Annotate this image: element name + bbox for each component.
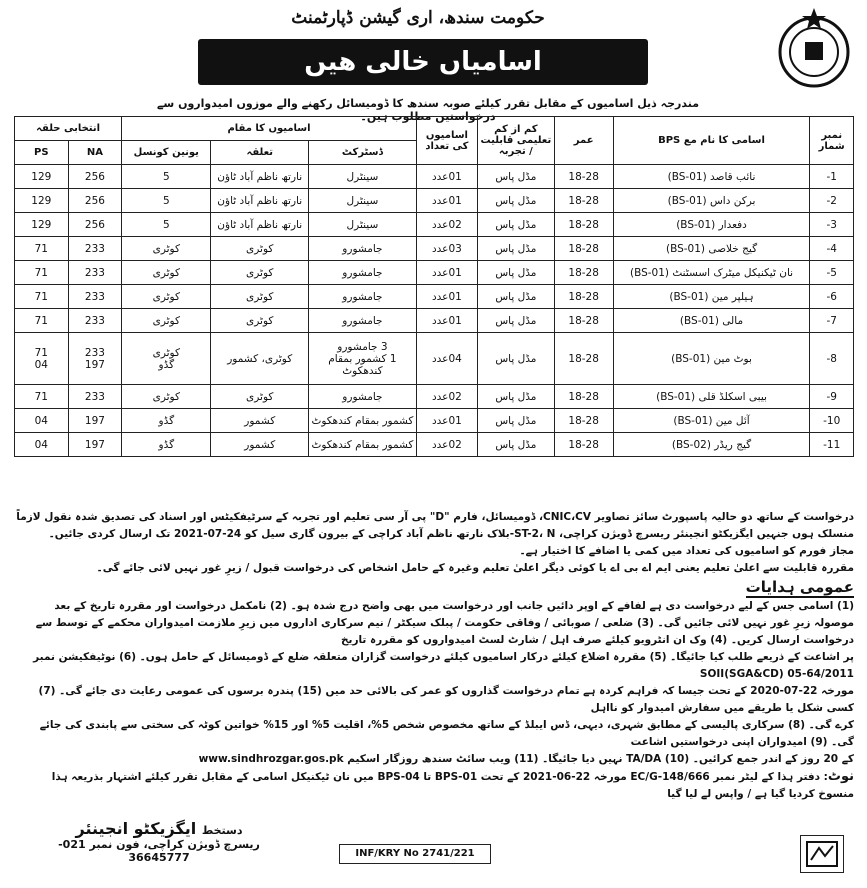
- table-row: 71 233 کوٹری کوٹری جامشورو 01عدد مڈل پاس 18-28 ہیلپر مین (BS-01) -6: [15, 285, 854, 309]
- instruction-line: کے 20 روز کے اندر جمع کرائیں۔ (10) TA/DA نہیں دیا جائیگا۔ (11) ویب سائٹ سندھ روزگار اسکیم www.sindhrozgar.gos.pk: [198, 753, 854, 765]
- note-label: نوٹ: [827, 769, 854, 784]
- instruction-line: (1) اسامی جس کے لیے درخواست دی ہے لفافے کے اوپر دائیں جانب اور درخواست میں بھی واضح درج شدہ ہو۔ (2) نامکمل درخواست اور مقررہ تاریخ کے بعد موصولہ زیرِ غور نہیں لائی جائیں گی۔ (3) ضلعی / صوبائی / وفاقی حکومت / پبلک سیکٹر / نیم سرکاری اداروں میں زیرِ ملازمت امیدواران محکمے کے توسط سے درخواست ارسال کریں۔ (4) وک ان انٹرویو کیلئے صرف اہل / شارٹ لسٹ امیدواروں کو مقررہ تاریخ: [35, 600, 854, 646]
- note-paragraph: مجاز فورم کو اسامیوں کی تعداد میں کمی یا اضافے کا اختیار ہے۔: [519, 545, 854, 557]
- instruction-line: کرے گی۔ (8) سرکاری پالیسی کے مطابق شہری، دیہی، ڈس ایبلڈ کے ساتھ مخصوص شخص 5%، اقلیت 5% اور 15% خواتین کوٹہ کی سختی سے پابندی کی جائے گی۔ (9) امیدواران اپنی درخواستیں اشاعت: [39, 719, 854, 748]
- cancellation-note: نوٹ: دفتر ہذا کے لیٹر نمبر EC/G-148/666 مورخہ 22-06-2021 کے تحت BPS-01 تا BPS-04 میں نان ٹیکنیکل اسامی کے مقابل تقرر کیلئے اشتہار بذریعہ ہذا منسوخ کردیا گیا ہے / واپس لے لیا گیا: [51, 769, 854, 800]
- table-row: 71 04 233 197 کوٹری گڈو کوٹری، کشمور 3 جامشورو 1 کشمور بمقام کندھکوٹ 04عدد مڈل پاس 18-28 بوٹ مین (BS-01) -8: [15, 333, 854, 385]
- post-header: اسامی کا نام مع BPS: [613, 117, 810, 165]
- advertisement-page: [8, 4, 859, 884]
- note-paragraph: درخواست کے ساتھ دو حالیہ پاسپورٹ سائز تصاویر CNIC،CV، ڈومیسائل، فارم "D" پی آر سی تعلیم اور تجربہ کے سرٹیفکیٹس اور اسناد کی تصدیق شدہ نقول لازماً منسلک ہوں جنہیں ایگزیکٹو انجینئر ریسرچ ڈویژن کراچی، ST-2، N-بلاک نارتھ ناظم آباد کراچی کے بیرون گاری سیل کو 24-07-2021 تک ارسال کردی جائیں۔: [16, 511, 854, 540]
- table-row: 04 197 گڈو کشمور کشمور بمقام کندھکوٹ 01عدد مڈل پاس 18-28 آئل مین (BS-01) -10: [15, 409, 854, 433]
- table-row: 71 233 کوٹری کوٹری جامشورو 02عدد مڈل پاس 18-28 بیبی اسکلڈ قلی (BS-01) -9: [15, 385, 854, 409]
- department-title: حکومت سندھ، اری گیشن ڈپارٹمنٹ: [291, 8, 545, 28]
- reference-number: INF/KRY No 2741/221: [339, 844, 491, 864]
- table-row: 71 233 کوٹری کوٹری جامشورو 01عدد مڈل پاس 18-28 مالی (BS-01) -7: [15, 309, 854, 333]
- constituency-header: انتخابی حلقہ: [15, 117, 122, 141]
- general-instructions-heading: عمومی ہدایات: [745, 578, 854, 596]
- table-row: 129 256 5 نارتھ ناظم آباد ٹاؤن سینٹرل 01عدد مڈل پاس 18-28 برکن داس (BS-01) -2: [15, 189, 854, 213]
- age-header: عمر: [554, 117, 613, 165]
- table-row: 71 233 کوٹری کوٹری جامشورو 01عدد مڈل پاس 18-28 نان ٹیکنیکل میٹرک اسسٹنٹ (BS-01) -5: [15, 261, 854, 285]
- table-row: 04 197 گڈو کشمور کشمور بمقام کندھکوٹ 02عدد مڈل پاس 18-28 گیج ریڈر (BS-02) -11: [15, 433, 854, 457]
- sindh-government-seal-icon: [775, 6, 853, 90]
- serial-header: نمبر شمار: [810, 117, 854, 165]
- taluka-header: تعلقہ: [211, 141, 309, 165]
- notes-section: [14, 509, 854, 803]
- ps-header: PS: [15, 141, 69, 165]
- signed-label: دستخط: [201, 824, 243, 837]
- table-row: 129 256 5 نارتھ ناظم آباد ٹاؤن سینٹرل 01عدد مڈل پاس 18-28 نائب قاصد (BS-01) -1: [15, 165, 854, 189]
- count-header: اسامیوں کی تعداد: [416, 117, 477, 165]
- header: [8, 4, 859, 94]
- vacancy-table: [14, 116, 854, 457]
- qualification-header: کم از کم تعلیمی قابلیت / تجربہ: [478, 117, 555, 165]
- footer: [14, 819, 854, 884]
- instruction-line: مورخہ 22-07-2020 کے تحت جیسا کہ فراہم کردہ ہے تمام درخواست گذاروں کو عمر کی بالائی حد میں (15) پندرہ برسوں کی عمومی رعایت دی جائے گی۔ (7) کسی شکل یا طریقے میں سفارش امیدوار کو نااہل: [38, 685, 854, 714]
- location-header: اسامیوں کا مقام: [122, 117, 417, 141]
- officer-title: ایگزیکٹو انجینئر: [75, 819, 197, 838]
- intro-text: مندرجہ ذیل اسامیوں کے مقابل تقرر کیلئے صوبہ سندھ کا ڈومیسائل رکھنے والے موزوں امیدواروں سے درخواستیں مطلوب ہیں۔: [156, 97, 700, 123]
- publisher-logo-icon: [800, 835, 844, 873]
- note-paragraph: مقررہ قابلیت سے اعلیٰ تعلیم یعنی ایم اے بی اے یا کوئی دیگر اعلیٰ تعلیم وغیرہ کے حامل اشخاص کی درخواست قبول / زیرِ غور نہیں لائی جائے گی۔: [96, 562, 854, 574]
- signature-block: [34, 819, 284, 864]
- table-row: 71 233 کوٹری کوٹری جامشورو 03عدد مڈل پاس 18-28 گیج خلاصی (BS-01) -4: [15, 237, 854, 261]
- uc-header: یونین کونسل: [122, 141, 211, 165]
- instruction-line: پر اشاعت کے ذریعے طلب کیا جائیگا۔ (5) مقررہ اضلاع کیلئے درکار اسامیوں کیلئے درخواست گزاران متعلقہ ضلع کے ڈومیسائل کے حامل ہوں۔ (6) نوٹیفکیشن نمبر SOII(SGA&CD) 05-64/2011: [33, 651, 854, 680]
- office-address: ریسرچ ڈویژن کراچی، فون نمبر 021-36645777: [58, 838, 260, 864]
- na-header: NA: [68, 141, 122, 165]
- table-row: 129 256 5 نارتھ ناظم آباد ٹاؤن سینٹرل 02عدد مڈل پاس 18-28 دفعدار (BS-01) -3: [15, 213, 854, 237]
- district-header: ڈسٹرکٹ: [309, 141, 417, 165]
- vacancies-banner: اسامیاں خالی ھیں: [198, 39, 648, 85]
